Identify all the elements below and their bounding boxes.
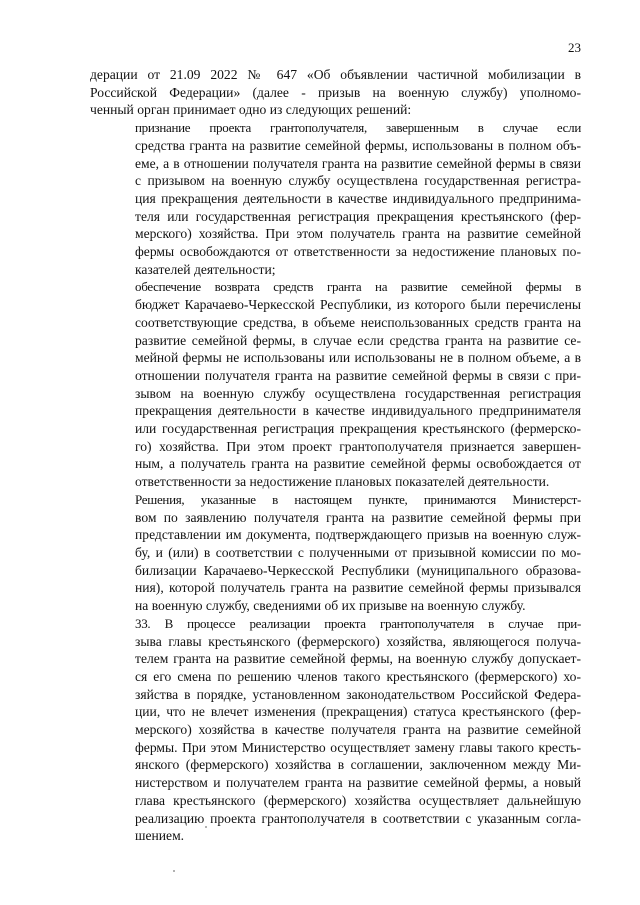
text-line: на военную службу, сведениями об их призыве на военную службу. [135,598,526,614]
text-line: ся его смена по решению членов такого крестьянского (фермерского) хо- [135,668,581,684]
text-line: телем гранта на развитие семейной фермы, на военную службу допускает- [135,651,581,667]
text-line: или государственная регистрация прекращения крестьянского (фермерско- [135,421,581,437]
text-line: реализацию проекта грантополучателя в соответствии с указанным согла- [135,810,581,826]
text-line: 33. В процессе реализации проекта грантополучателя в случае при- [135,615,581,631]
text-line: зыва главы крестьянского (фермерского) хозяйства, являющегося получа- [135,633,581,649]
text-line: теля или государственная регистрация прекращения крестьянского (фер- [135,208,581,224]
text-line: отношении получателя гранта на развитие семейной фермы в связи с при- [135,367,581,383]
text-line: ченный орган принимает одно из следующих решений: [90,102,412,118]
paragraph [90,119,581,278]
text-line: зывом на военную службу осуществлена государственная регистрация [135,385,581,401]
text-line: средства гранта на развитие семейной фермы, использованы в полном объ- [135,137,581,153]
scan-speck [173,870,175,872]
page-number: 23 [568,40,581,55]
paragraph [90,66,581,119]
text-line: соответствующие средства, в объеме неиспользованных средств гранта на [135,314,581,330]
text-line: обеспечение возврата средств гранта на развитие семейной фермы в [135,279,581,295]
text-line: ответственности за недостижение плановых показателей деятельности. [135,474,550,490]
text-line: с призывом на военную службу осуществлена государственная регистра- [135,173,581,189]
text-line: ции, что не влечет изменения (прекращения) статуса крестьянского (фер- [135,704,581,720]
text-line: ция прекращения деятельности в качестве индивидуального предпринима- [135,190,581,206]
text-line: мейной фермы не использованы или использованы не в полном объеме, а в [135,350,581,366]
text-line: представлении им документа, подтверждающего призыв на военную служ- [135,527,581,543]
text-line: развитие семейной фермы, в случае если средства гранта на развитие се- [135,332,581,348]
text-line: глава крестьянского (фермерского) хозяйства осуществляет дальнейшую [135,792,581,808]
text-line: нистерством и получателем гранта на развитие семейной фермы, а новый [135,775,581,791]
text-line: го) хозяйства. При этом проект грантополучателя признается завершен- [135,438,581,454]
text-line: казателей деятельности; [135,261,276,277]
paragraph [90,615,581,845]
scan-speck [205,826,207,828]
text-line: фермы. При этом Министерство осуществляет замену главы такого кресть- [135,739,581,755]
text-line: Решения, указанные в настоящем пункте, принимаются Министерст- [135,491,581,507]
text-line: шением. [135,828,185,844]
text-line: еме, а в отношении получателя гранта на развитие семейной фермы в связи [135,155,581,171]
text-line: ным, а получатель гранта на развитие семейной фермы освобождается от [135,456,581,472]
text-line: прекращения деятельности в качестве индивидуального предпринимателя [135,403,581,419]
text-line: мерского) хозяйства в качестве получателя гранта на развитие семейной [135,722,581,738]
paragraph [90,278,581,490]
text-line: ния), которой получатель гранта на развитие семейной фермы призывался [135,580,581,596]
paragraph [90,491,581,615]
text-line: фермы освобождаются от ответственности за недостижение плановых по- [135,244,581,260]
text-line: мерского) хозяйства. При этом получатель гранта на развитие семейной [135,226,581,242]
text-line: бюджет Карачаево-Черкесской Республики, из которого были перечислены [135,297,581,313]
text-line: дерации от 21.09 2022 № 647 «Об объявлении частичной мобилизации в [90,67,581,82]
text-line: Российской Федерации» (далее - призыв на военную службу) уполномо- [90,84,581,100]
text-line: зяйства в порядке, установленном законодательством Российской Федера- [135,686,581,702]
text-line: билизации Карачаево-Черкесской Республики (муниципального образова- [135,562,581,578]
text-line: янского (фермерского) хозяйства в соглашении, заключенном между Ми- [135,757,581,773]
text-line: вом по заявлению получателя гранта на развитие семейной фермы при [135,509,581,525]
text-line: признание проекта грантополучателя, завершенным в случае если [135,120,581,136]
document-body [90,66,581,845]
text-line: бу, и (или) в соответствии с полученными от призывной комиссии по мо- [135,544,581,560]
